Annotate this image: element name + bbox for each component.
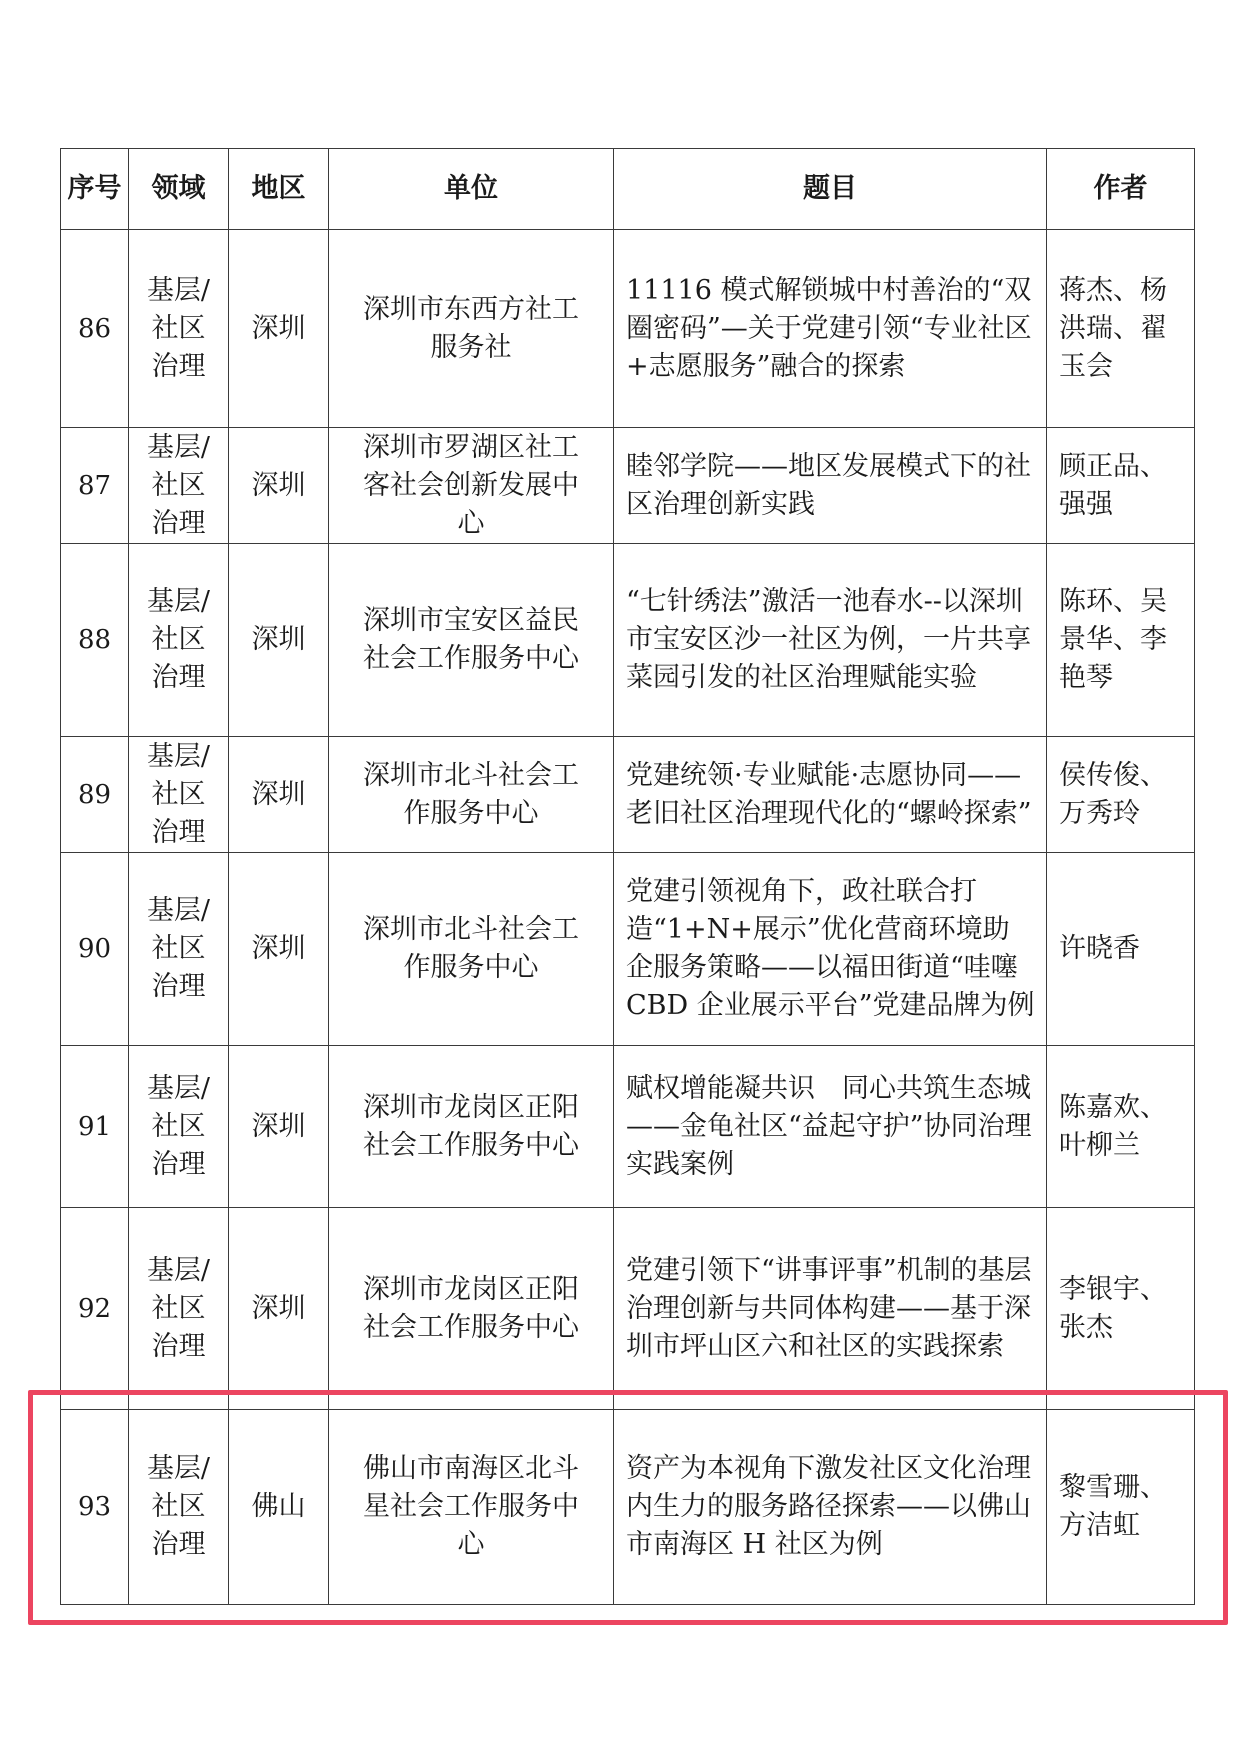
cell-no: 93 — [61, 1410, 129, 1605]
cell-title: 党建引领视角下，政社联合打造“1+N+展示”优化营商环境助企服务策略——以福田街道“哇噻CBD 企业展示平台”党建品牌为例 — [614, 853, 1047, 1046]
cell-region: 佛山 — [229, 1410, 329, 1605]
cell-region: 深圳 — [229, 1208, 329, 1410]
cell-unit: 深圳市龙岗区正阳社会工作服务中心 — [329, 1208, 614, 1410]
cell-author: 蒋杰、杨洪瑞、翟玉会 — [1047, 230, 1195, 428]
cell-field: 基层/社区治理 — [129, 544, 229, 737]
cell-region: 深圳 — [229, 230, 329, 428]
cell-field: 基层/社区治理 — [129, 853, 229, 1046]
cell-title: 11116 模式解锁城中村善治的“双圈密码”—关于党建引领“专业社区+志愿服务”融合的探索 — [614, 230, 1047, 428]
cell-unit: 深圳市宝安区益民社会工作服务中心 — [329, 544, 614, 737]
cell-title: 赋权增能凝共识 同心共筑生态城——金龟社区“益起守护”协同治理实践案例 — [614, 1046, 1047, 1208]
cell-unit: 深圳市北斗社会工作服务中心 — [329, 737, 614, 853]
cell-unit: 佛山市南海区北斗星社会工作服务中心 — [329, 1410, 614, 1605]
cell-field: 基层/社区治理 — [129, 737, 229, 853]
header-region: 地区 — [229, 149, 329, 230]
award-list-table — [60, 148, 1195, 1605]
cell-unit: 深圳市北斗社会工作服务中心 — [329, 853, 614, 1046]
cell-region: 深圳 — [229, 544, 329, 737]
cell-author: 顾正品、强强 — [1047, 428, 1195, 544]
cell-no: 90 — [61, 853, 129, 1046]
header-title: 题目 — [614, 149, 1047, 230]
cell-no: 92 — [61, 1208, 129, 1410]
award-list-table-wrap — [60, 148, 1195, 1605]
cell-author: 陈嘉欢、叶柳兰 — [1047, 1046, 1195, 1208]
cell-author: 陈环、吴景华、李艳琴 — [1047, 544, 1195, 737]
cell-author: 许晓香 — [1047, 853, 1195, 1046]
cell-field: 基层/社区治理 — [129, 230, 229, 428]
cell-field: 基层/社区治理 — [129, 1208, 229, 1410]
table-row — [61, 1046, 1195, 1208]
cell-region: 深圳 — [229, 428, 329, 544]
table-row-highlighted — [61, 1410, 1195, 1605]
cell-region: 深圳 — [229, 737, 329, 853]
cell-region: 深圳 — [229, 1046, 329, 1208]
table-row — [61, 544, 1195, 737]
header-field: 领域 — [129, 149, 229, 230]
cell-no: 91 — [61, 1046, 129, 1208]
cell-title: 党建引领下“讲事评事”机制的基层治理创新与共同体构建——基于深圳市坪山区六和社区的实践探索 — [614, 1208, 1047, 1410]
table-row — [61, 853, 1195, 1046]
header-unit: 单位 — [329, 149, 614, 230]
header-no: 序号 — [61, 149, 129, 230]
cell-title: 睦邻学院——地区发展模式下的社区治理创新实践 — [614, 428, 1047, 544]
table-row — [61, 428, 1195, 544]
cell-unit: 深圳市罗湖区社工客社会创新发展中心 — [329, 428, 614, 544]
cell-no: 88 — [61, 544, 129, 737]
cell-unit: 深圳市龙岗区正阳社会工作服务中心 — [329, 1046, 614, 1208]
cell-field: 基层/社区治理 — [129, 1410, 229, 1605]
cell-title: “七针绣法”激活一池春水--以深圳市宝安区沙一社区为例，一片共享菜园引发的社区治理赋能实验 — [614, 544, 1047, 737]
cell-no: 87 — [61, 428, 129, 544]
cell-region: 深圳 — [229, 853, 329, 1046]
cell-field: 基层/社区治理 — [129, 428, 229, 544]
header-author: 作者 — [1047, 149, 1195, 230]
cell-no: 86 — [61, 230, 129, 428]
cell-unit: 深圳市东西方社工服务社 — [329, 230, 614, 428]
cell-title: 资产为本视角下激发社区文化治理内生力的服务路径探索——以佛山市南海区 H 社区为例 — [614, 1410, 1047, 1605]
header-row — [61, 149, 1195, 230]
cell-author: 李银宇、张杰 — [1047, 1208, 1195, 1410]
cell-no: 89 — [61, 737, 129, 853]
table-row — [61, 1208, 1195, 1410]
cell-author: 黎雪珊、方洁虹 — [1047, 1410, 1195, 1605]
table-row — [61, 230, 1195, 428]
cell-field: 基层/社区治理 — [129, 1046, 229, 1208]
cell-author: 侯传俊、万秀玲 — [1047, 737, 1195, 853]
table-row — [61, 737, 1195, 853]
cell-title: 党建统领·专业赋能·志愿协同——老旧社区治理现代化的“螺岭探索” — [614, 737, 1047, 853]
